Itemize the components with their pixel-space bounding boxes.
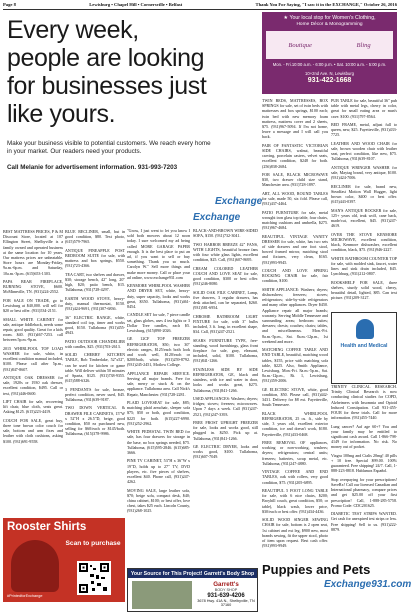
classified-ad: WHITE BATHROOM COUNTER TOP for sale, with molded sink, faucet, water lines and sink drain included, $45. Lynchburg, (931)212-0807. xyxy=(331,255,397,277)
classified-column-1 xyxy=(3,229,63,519)
classified-ad: Viagra 100mg and Cialis 20mg! 40 pills + 10 free. Special $99.00. 100% guaranteed. Free shipping! 24/7. Call, 1-888-223-8818. Hablamos Español. xyxy=(331,452,397,474)
classified-ad: MOVING SALE, large leather sofa, $70; beige sofa, compact desk, $40; china cabinet, $100; or best offer, love chest, takes $25 each. Lincoln County, (931)268-1025. xyxy=(127,487,190,514)
classified-ad: RECLINER for sale, brand new, Steadfast Motion Wall Hugger, light brown color, $400 or best offer. (615)443-0397. xyxy=(331,183,397,205)
classified-ad: OVER THE STOVE KENMORE MICROWAVE, excellent condition, black, Kenmore dishwasher, excellent condition, black, $75. (931)946-2227. xyxy=(331,231,397,253)
classified-ad: BEAUTIFUL 5 FOOT LONG TABLE for sale, with 6 nice chairs, $200; Broyhill couch, great condition, $50; or table), black wash, lower price, $30/each or best offer. (931)434-4436. xyxy=(262,488,328,514)
rooster-shirts-ad[interactable] xyxy=(3,518,125,602)
page-header xyxy=(3,2,397,10)
classified-ad: SMALL WHITE CABINET for sale, antique fiddleback, needs some repair, good quality. Great for a kids room. $40. (931)467-7253. call between 5p.m.-9p.m. xyxy=(3,316,63,343)
boutique-line1: ★ Your local stop for Women's Clothing, xyxy=(283,15,376,21)
page-slogan: Thank You For Saying, "I saw it in the EXCHANGE," October 26, 2016 xyxy=(255,2,397,7)
classified-ad: GE 12CF TOP FREEZER REFRIGERATOR, $50; two 30" electric ranges, $125/each both look and work well, $120/each or $200/both, white. (931)259-8792. (931)245-2451, Motlow College. xyxy=(127,336,190,368)
classified-ad: ANTIQUE PINEAPPLE POST BEDROOM SUITE for sale, with mattress and box springs, $550. (931)723-4366. xyxy=(65,247,125,269)
classified-column-4 xyxy=(193,228,258,583)
classified-ad: MATCHING COFFEE TABLE AND END TABLE, beautiful, matching wood tables, $155, price with matching sofa table, $225. Also, Smith Appliance, Lewisburg. Mon.-Fri. 8a.m.-5p.m., Sat. 8a.m.-12p.m., Rt. 1, Lewisburg, (931)359-2006. xyxy=(262,347,328,384)
classified-column-3 xyxy=(127,228,190,568)
paper-towns: Lewisburg • Chapel Hill • Cornersville • Belfast xyxy=(89,2,183,7)
garrett-name: Garrett's xyxy=(213,581,239,588)
promo-body: Make your business visible to potential customers. We reach every home in your market. Our readers need your products. xyxy=(7,140,211,156)
classified-column-6-health xyxy=(331,384,397,564)
boutique-hours: Mon. - Fri.10:00 a.m. - 6:00 p.m. • Sat. 10:00 a.m. - 5:00 p.m. xyxy=(272,62,387,67)
garrett-banner: Your Source for This Project! Garrett's Body Shop xyxy=(128,569,257,578)
classified-ad: SMITH APPLIANCE: Washers; dryers; dishwashers; freezers; stoves; refrigerators; side-by-side refrigerators and many other appliances. Dryer $450. Appliance repair all major brands; warranty. Serving Middle Tennessee and surrounding areas; bedroom suites; dressers; chests; couches; chairs; tables, and miscellaneous. Mon.-Fri. 8a.m.-5p.m., Sat. 8a.m.-12p.m., 1st weekend and more. xyxy=(262,286,328,344)
rooster-shirt-image xyxy=(11,540,59,592)
classified-ad: APPLIANCE REPAIR SERVICE. Serving all major brands. Free for sale, merry or stuck & on the appliance. Tullahoma area. Call Nick's Repair, Manchester. (931)728-2281. xyxy=(127,370,190,397)
classified-ad: BEAUTIFUL VINTAGE VANITY DRESSER for sale, white, has two sets of side drawers and one foot stool, bowed framed mirror, matching stool and fixtures, very clean, $165. (931)993-9945. xyxy=(262,233,328,265)
classified-ad: BOOKSHELF FOR SALE, three shelves, sturdy solid wood, cherry, beautiful detail, lighted, $85. Can text picture. (931)209-3127. xyxy=(331,279,397,301)
classified-ad: CANDLE SET for sale, 7 piece candle set, glass globes, uses 4 tea lights or 3 Dollar Tree candles, each $5. Lewisburg, (615)890-2026. xyxy=(127,312,190,334)
classified-column-2 xyxy=(65,229,125,519)
classified-ad: PAIR OF FANTASTIC VICTORIAN SIDE CHAIRS, walnut, beautiful carving, porcelain casters, velvet seats, excellent condition, $248 for both. (256)838-2684. xyxy=(262,142,328,169)
classified-ad: Stop overpaying for your prescriptions! SaveRx! Call our licensed Canadian and International pharmacy, compare prices and get $25.00 off your first prescription! Call, 1-888-285-5758. Promo Code: CDC201625. xyxy=(331,476,397,508)
classified-ad: LIFT CHAIR for sale, recovering lift chair, blue cloth, seats great. Asking $125. (615)223-4419. xyxy=(3,399,63,415)
rooster-title: Rooster Shirts xyxy=(7,521,87,533)
classified-ad: Lung cancer? Aaf age 60+? You and your family may be entitled to significant cash award. Call 1-866-798-4149 for information. No risk. No money out of pocket. xyxy=(331,423,397,450)
classified-ad: TWO HARBOR BREEZE 42" FANS, WITH LIGHTS, beautiful bronze fans with four white glass lights, excellent condition, $25. Call, (931)607-8695. xyxy=(193,241,258,263)
classified-ad: BEST MATTRESS PRICES, P & M Discount Store, located at 107 Ellington Street, Shelbyville is a family owned and operated business at the same location for 10 years. Our mattress prices are unbeatable. Store hours are Monday-Friday, 9a.m.-6p.m. and Saturday, 10a.m.-3p.m. (615)653-1303. xyxy=(3,229,63,276)
classified-ad: FREE FROST UPRIGHT FREEZER for sale, looks and works good, still plugged in. $250. Pick up at. Tullahoma, (931)841-1266. xyxy=(193,420,258,441)
classified-ad: CREAM COLORED LEATHER COUCH AND LOVE SEAT for sale, good condition, $300 or best offer. (931)246-8080. xyxy=(193,265,258,287)
classified-ad: ANTIQUE WRINGER WASHER for sale, Maytag brand, very antique, $100. (931)424-7006. xyxy=(331,164,397,181)
classified-ad: "Gross, I just went to let you know I sold both mowers about 12 noon today. I sure welcomed my ad being called MORE GARAGE PAPER enough. It is the best place to put an ad, if you want to sell or buy something. Thank you so much. Carolyn W." Sell more things and make more money. Call or place your ad online, www.exchange931.com xyxy=(127,228,190,280)
classified-ad: MAN'S ANTIQUE ROCKER for sale, 125+ years old, teak wolf, cane back, made/cut, excellent, $45. (931)247-4619. xyxy=(331,207,397,229)
classified-column-6 xyxy=(331,98,397,308)
classified-ad: WHITE PEDESTAL TWIN BED for sale, has four drawers for storage in the base, no box springs needed, $75. Tullahoma, (615)595-2846. (615)685-3666. xyxy=(127,429,190,456)
classified-ad: COUCH AND LOVE SPRING ROCKING CHAIR for sale, fair condition, $100. xyxy=(262,268,328,284)
classified-ad: KENMORE WHIRLPOOL WASHER AND DRYER SET, white, heavy-duty, super capacity, looks and works great, $350. Tullahoma, (931)461-8454. xyxy=(127,283,190,310)
classified-ad: PLAID LOVESEAT for sale, $85; matching plaid armchair, sleeper sofa $75; $50 or both, good condition, $225 for both. (615)227-6990. (931)252-2962. xyxy=(127,400,190,426)
garrett-info xyxy=(196,581,256,607)
classified-ad: SOLID WOOD SINGER SEWING CHAIR for sale, bottom is 2 open seat, 1st cabinet and ext leg, $900 new, most brands sewing, fit the upper stool, photo of item upon request. Best cash offer. (931)993-9949. xyxy=(262,517,328,549)
health-medical-ad xyxy=(331,312,397,384)
classified-ad: 36" ELECTRIC RANGE, white, standard coil top, timer and works good, $150. Tullahoma (931)455-4943. xyxy=(65,314,125,336)
classified-ad: PATIO FURNITURE for sale, metal wrought iron glass top table, four chairs, matching cushions and umbrella, $275. (931)967-4684. xyxy=(262,209,328,231)
boutique-phone: 931-422-1668 xyxy=(307,77,352,84)
classified-ad: BLACK-AND-BROWN WIRE-SIDED SOFA, $150. (931)732-3041. xyxy=(193,228,258,239)
classified-ad: ANTIQUE OAK DRESSER for sale, 1920s or 1930 oak dresser, excellent condition, $495. Call or text, (931)446-0600. xyxy=(3,375,63,396)
boutique-line2: Home Décor & Monogramming xyxy=(296,22,363,27)
medical-icon xyxy=(356,319,374,339)
classified-ad: LEATHER AND WOOD CHAIR for sale, brown wooden chair with leather seat, perfect condition, like new, $75. Tullahoma, (931)639-8107. xyxy=(331,140,397,162)
boutique-address: 10+2nd Ave. N, Lewisburg xyxy=(305,70,354,76)
garrett-phone: 931-639-4206 xyxy=(207,593,245,599)
boutique-brand-b: Bling xyxy=(356,41,371,49)
boutique-brand-a: Boutique xyxy=(288,41,312,49)
classified-ad: FREE REMOVAL OF appliances, working or non-working, washers; dryers; refrigerators; central units; freezers; batteries, scrap metal, etc. Tullahoma, (931)247-4880. xyxy=(262,440,328,466)
classified-ad: PUB TABLE for sale, beautiful 36" pub table with metal legs, cherry in color, great for small eating area or man's cave. $100. (931)797-8564. xyxy=(331,98,397,119)
classified-ad: TRINITY CLINICAL RESEARCH. Trinity Clinical Research is now conducting clinical studies for COPD, Alzheimers with Insomnia and Opioid Induced Constipation. Call 931-455-FOUR for these trials. Call for more information. (931)455-7440. xyxy=(331,384,397,421)
classified-ad: BED FRAME, metal, adjust full to queen, new, $25. Fayetteville, (931)433-7725. xyxy=(331,122,397,138)
classified-ad: USED APPLIANCES: Washers; dryers; fridges; stoves; freezers; microwaves. Upon 7 days a week. Call (931)247-2521, (931)247-3393. xyxy=(193,396,258,417)
garrett-address: 3678 Hwy. 41A N., Shelbyville, TN 37160 xyxy=(197,599,255,607)
classified-ad: GE ELECTRIC STOVE, white, good condition, $50. Please call, (931)442-3431. Delivery for $8 ext. Fayetteville, South Tennessee. xyxy=(262,386,328,408)
boutique-ad xyxy=(262,12,397,94)
puppies-title: Puppies and Pets xyxy=(262,562,371,577)
classified-ad: STAINLESS SIDE BY SIDE REFRIGERATOR, GE, black and stainless, with ice and water in door, looks and works great, $275. Tullahoma, (931)841-1266. xyxy=(193,366,258,393)
boutique-brands xyxy=(266,31,393,59)
promo-headline: Every week, people are looking for businesses just like yours. xyxy=(7,16,207,128)
classified-ad: 2015 WHIRLPOOL TOP LOAD WASHER for sale, white, in excellent condition manual included, $100. Please call after 5p.m., (931)847-8607. xyxy=(3,345,63,372)
classified-ad: CHROME BATHROOM LIGHT FIXTURE for sale, with 3" bulbs included, 3 ft. long, in excellent shape, $34. Call, (931)247-2521. xyxy=(193,313,258,335)
classified-ad: SEARS FURNITURE TYPE, free-standing, wood furnishings, glass front fireplace for sale, gray, eleasant, included, solid, $100. Tullahoma, (931)841-1266. xyxy=(193,337,258,364)
puppies-site: Exchange931.com xyxy=(324,579,411,590)
classified-ad: PINE TV CABINET, 53"H x 36"W x 19"D, holds up to 27" TV, DVD players, etc. five pieces of shelves, excellent $40. Phone call, (931)247-4262. xyxy=(127,458,190,485)
page-number: Page 8 xyxy=(3,2,16,7)
classified-ad: COUCH FOR SALE, great buy, three tone brown color couch for sale, bottom and arm fixes and leather with cloth cushions, asking $100. (931)691-9558. xyxy=(3,417,63,444)
promo-call: Call Melanie for advertisement information. 931-993-7203 xyxy=(7,164,178,172)
classified-ad: BLACK WHIRLPOOL REFRIGERATOR, 25 cu. ft., side by side, 3 years old, excellent exterior condition, ice and doesn't work, $180. Fayetteville, (931)433-0468. xyxy=(262,410,328,437)
classified-ad: SOLID OAK FILE CABINET, Lamp, five drawers, 3 regular drawers, has desk attached, can be separated, $260. (931)581-6954. xyxy=(193,289,258,311)
classified-ad: SOLID CHERRY KITCHEN TABLE, Bob Timberlake, 52"x52", can be used for kitchen or game table. Will deliver within 50 minutes of Sparta, $125. (931)738-9355. (615)588-6326. xyxy=(65,352,125,384)
garretts-body-shop-ad xyxy=(127,568,258,612)
exchange-logo: Exchange xyxy=(215,196,263,207)
garrett-sub: BODY SHOP xyxy=(214,588,238,592)
classified-ad: FOR SALE, BLACK MICROWAVE $30, two drawer child size stand, Manchester area. (931)728-1897. xyxy=(262,172,328,188)
classified-ad: FOR SALE ON TRADE, go to Lewisburg at $40,000. will sell for $20 or best offer. (931)534-2151. xyxy=(3,297,63,314)
classified-ad: GE ELECTRIC DRYER, looks and works good, $100. Tullahoma, (931)607-7049. xyxy=(193,444,258,460)
classified-ad: VINTAGE COFFEE AND END TABLES, oak with rollers, very good condition, $75. (931)205-6895. xyxy=(262,469,328,485)
classified-ad: ART, ALL WOOD, ROUND TABLES for sale, made 50, six fold. Please call, (931)437-4464. xyxy=(262,190,328,207)
puppies-pets-ad xyxy=(262,562,411,612)
classified-ad: PATIO OUTDOOR CHANDELIER with candles, $25. (931)703-2613. xyxy=(65,338,125,349)
classified-ad: 3 PENDANTS for sale, bronze, perfect condition, never used, $45. Tullahoma, (931)639-9187. xyxy=(65,386,125,402)
rooster-hashtag: #PrintedforExchange xyxy=(7,594,43,598)
exchange-logo-small: Exchange xyxy=(193,212,241,223)
garrett-photo xyxy=(132,581,192,609)
classified-ad: TWIN BEDS, MATTRESSES, BOX SPRINGS for sale, set of twin beds with mattresses and box springs, $100 each; twin bed with new memory foam mattress, mattress cover and 2 sheets, $75. (931)967-5094. If I'm not home, leave a message and I will call you back. xyxy=(262,98,328,140)
classified-ad: TEA CART, two shelves and drawer, $30; storage bench, 42" long, 20" high, $20; patio bench, $15. Tullahoma, (931)728-4297. xyxy=(65,271,125,293)
health-title: Health and Medical xyxy=(340,343,388,349)
rooster-scan-text: Scan to purchase xyxy=(65,540,121,547)
promo-ad xyxy=(3,12,217,226)
classified-ad: TWO DOWN VERTICAL & DRAWER FILE CABINETS, 15"W x 52"H x 26.5"D, beige, good condition, $50 ea purchased new, selling for $60/each or $145/both. Tullahoma, (615)378-9986. xyxy=(65,405,125,437)
classified-ad: EARTH WOOD STOVE, heavy-duty, manual thermostat, $150. (931)424-9691, (931)307-6836. xyxy=(65,295,125,312)
classified-column-5 xyxy=(262,98,328,558)
classified-ad: PAPA BEAR FIREPLACE, BURNING STOVE, $600. McMinnville, TN. (931)224-2552. xyxy=(3,279,63,295)
classified-ad: BLUE RECLINER, small, but in good condition, $80. Text photo, (615)579-7965. xyxy=(65,229,125,245)
qr-code-icon[interactable] xyxy=(77,561,111,595)
classified-ad: DIABETIC TEST STRIPS WANTED. Get cash for unexpired test strips or less. Free shipping! Sell to us. (931)222-8879. xyxy=(331,511,397,532)
